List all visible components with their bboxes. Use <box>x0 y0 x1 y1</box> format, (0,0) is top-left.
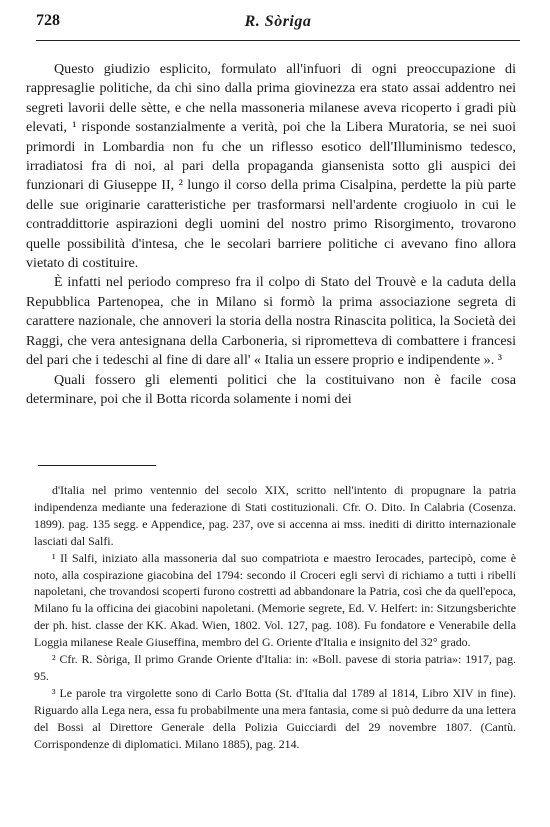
main-text <box>26 60 516 409</box>
footnote: ³ Le parole tra virgolette sono di Carlo Botta (St. d'Italia dal 1789 al 1814, Libro XIV in fine). Riguardo alla Lega nera, essa fu probabilmente una mera fantasia, come si può dedurre da una lettera del Bossi al Direttore Generale della Polizia Guicciardi del 29 novembre 1807. (Cantù. Corrispondenze di diplomatici. Milano 1885), pag. 214. <box>34 685 516 751</box>
page-header <box>36 12 520 36</box>
paragraph: Questo giudizio esplicito, formulato all'infuori di ogni preoccupazione di rappresaglie politiche, da chi sino dalla prima giovinezza era stato assai addentro nei segreti lavorii delle sètte, e che nella massoneria milanese aveva ricoperto i gradi più elevati, ¹ risponde sostanzialmente a verità, poi che la Libera Muratoria, se nei suoi primordi in Lombardia non fu che un riflesso esotico dell'Illuminismo tedesco, irradiatosi fra di noi, al pari della propaganda giansenista sotto gli auspici dei funzionari di Giuseppe II, ² lungo il corso della prima Cisalpina, perdette la più parte delle sue originarie caratteristiche per trasformarsi nell'ardente crogiuolo in cui le contraddittorie aspirazioni degli uomini del nostro primo Risorgimento, trovarono quelle possibilità d'intesa, che le secolari barriere politiche ci avevano fino allora vietato di costituire. <box>26 61 516 272</box>
page-number: 728 <box>36 12 60 29</box>
footnote: ¹ Il Salfi, iniziato alla massoneria dal suo compatriota e maestro Ierocades, partecipò, come è noto, alla cospirazione giacobina del 1794: secondo il Croceri egli servì di richiamo a tutti i ribelli napoletani, che trovandosi scoperti furono costretti ad abbandonare la Patria, così che da quell'epoca, Milano fu la officina dei giacobini napoletani. (Memorie segrete, Ed. V. Helfert: in: Sitzungsberichte der ph. hist. classe der KK. Akad. Wien, 1802. Vol. 127, pag. 108). Fu fondatore e Venerabile della Loggia milanese Reale Giuseffina, membro del G. Oriente d'Italia e insignito del 32° grado. <box>34 550 516 650</box>
running-head: R. Sòriga <box>244 13 312 30</box>
paragraph: È infatti nel periodo compreso fra il colpo di Stato del Trouvè e la caduta della Repubblica Partenopea, che in Milano si formò la prima associazione segreta di carattere nazionale, che annoveri la storia della nostra Rinascita politica, la Società dei Raggi, che vera antesignana della Carboneria, si ripromettevа di combattere i francesi del pari che i tedeschi al fine di dare all' « Italia un essere proprio e indipendente ». ³ <box>26 274 516 369</box>
footnote: ² Cfr. R. Sòriga, Il primo Grande Oriente d'Italia: in: «Boll. pavese di storia patria»: 1917, pag. 95. <box>34 652 516 683</box>
paragraph: Quali fossero gli elementi politici che la costituivano non è facile cosa determinare, poi che il Botta ricorda solamente i nomi dei <box>26 371 516 407</box>
footnote-separator <box>38 465 156 466</box>
footnote-continuation: d'Italia nel primo ventennio del secolo XIX, scritto nell'intento di propugnare la patria indipendenza mediante una federazione di Stati costituzionali. Cfr. O. Dito. In Calabria (Cosenza. 1899). pag. 135 segg. e Appendice, pag. 237, ove si accenna ai mss. inediti di diritto internazionale lasciati dal Salfi. <box>34 483 516 548</box>
footnotes <box>34 482 516 753</box>
header-rule <box>36 40 520 41</box>
